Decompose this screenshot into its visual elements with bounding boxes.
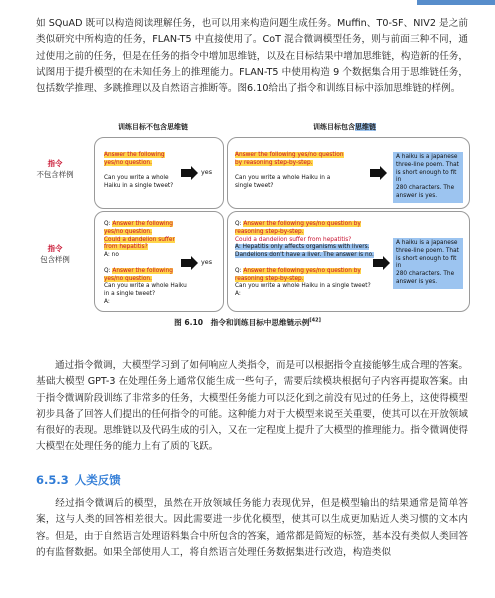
paragraph-1: 如 SQuAD 既可以构造阅读理解任务，也可以用来构造问题生成任务。Muffin、T0-SF、NIV2 是之前类似研究中所构造的任务，FLAN-T5 中直接使用了。CoT 混合微调模型任务，则与前面三种不同，通过使用之前的任务，但是在任务的指令中增加思维链，以及在目标结果中增加思维链，构造新的任务，试图用于提升模型的在未知任务上的推理能力。FLAN-T5 中使用构造 9 个数据集合用于思维链任务，包括数学推理、多跳推理以及自然语言推断等。图6.10给出了指令和训练目标中添加思维链的样例。	[36, 18, 468, 95]
arrow-right-icon	[373, 259, 383, 267]
panel-with-example-cot	[227, 211, 470, 312]
output-text: yes	[201, 168, 213, 176]
output-text: yes	[201, 258, 213, 266]
figure-header-right	[313, 122, 376, 132]
panel-no-example-no-cot	[94, 137, 224, 209]
instruction-text: Q: Answer the following yes/no question. Could a dandelion suffer from hepatitis? A: no Q: Answer the following yes/no question. Can you write a whole Haiku in a single tweet? A:	[104, 221, 187, 305]
instruction-text: Answer the following yes/no question. Can you write a whole Haiku in a single tweet?	[104, 152, 174, 190]
section-heading	[36, 472, 127, 488]
instruction-text: Q: Answer the following yes/no question by reasoning step-by-step. Could a dandelion suffer from hepatitis? A: Hepatitis only affects organisms with livers. Dandelions don't have a liver. The answer is no. Q: Answer the following yes/no question by reasoning step-by-step. Can you write a whole Haiku in a single tweet? A:	[235, 221, 374, 298]
paragraph-2: 通过指令微调，大模型学习到了如何响应人类指令，而是可以根据指令直接能够生成合理的答案。基础大模型 GPT-3 在处理任务上通常仅能生成一些句子，需要后续模块根据句子内容再提取答案。由于指令微调阶段训练了非常多的任务，大模型任务能力可以泛化到之前没有见过的任务上，这使得模型初步具备了回答人们提出的任何指令的可能。这种能力对于大模型来说至关重要，使其可以在开放领域有很好的表现。思维链以及代码生成的引入，又在一定程度上提升了大模型的推理能力。指令微调使得大模型在处理任务的能力上有了质的飞跃。	[36, 360, 468, 453]
figure-header-right-highlight: 思维链	[355, 123, 376, 131]
figure-caption: 图 6.10 指令和训练目标中思维链示例[42]	[174, 317, 321, 327]
row-label-instruction: 指令	[47, 244, 63, 253]
arrow-right-icon	[181, 169, 191, 177]
page-header-bar	[417, 0, 495, 5]
figure-header-right-text: 训练目标包含	[313, 123, 355, 131]
section-number: 6.5.3	[36, 473, 69, 487]
row-label-no-example	[20, 158, 90, 180]
paragraph-3: 经过指令微调后的模型，虽然在开放领域任务能力表现优异，但是模型输出的结果通常是简单答案，这与人类的回答相差很大。因此需要进一步优化模型，使其可以生成更加贴近人类习惯的文本内容。但是，由于自然语言处理语料集合中所包含的答案，通常都是简短的标签，基本没有类似人类回答的有监督数据。如果全部使用人工，将自然语言处理任务数据集进行改造，构造类似	[36, 498, 468, 558]
row-label-with-example	[20, 243, 90, 265]
row-label-desc: 不包含样例	[36, 170, 74, 179]
instruction-text: Answer the following yes/no question by reasoning step-by-step. Can you write a whole Haiku in a single tweet?	[235, 152, 344, 190]
panel-no-example-cot	[227, 137, 470, 209]
row-label-instruction: 指令	[47, 159, 63, 168]
row-label-desc: 包含样例	[40, 255, 70, 264]
figure-header-left: 训练目标不包含思维链	[118, 123, 188, 131]
cot-answer-box: A haiku is a japanese three-line poem. That is short enough to fit in 280 characters. The answer is yes.	[393, 152, 463, 203]
citation-ref: [42]	[309, 317, 321, 324]
arrow-right-icon	[181, 259, 191, 267]
panel-with-example-no-cot	[94, 211, 224, 312]
cot-answer-box: A haiku is a japanese three-line poem. That is short enough to fit in 280 characters. The answer is yes.	[393, 238, 463, 289]
arrow-right-icon	[370, 169, 380, 177]
section-title: 人类反馈	[74, 473, 121, 487]
